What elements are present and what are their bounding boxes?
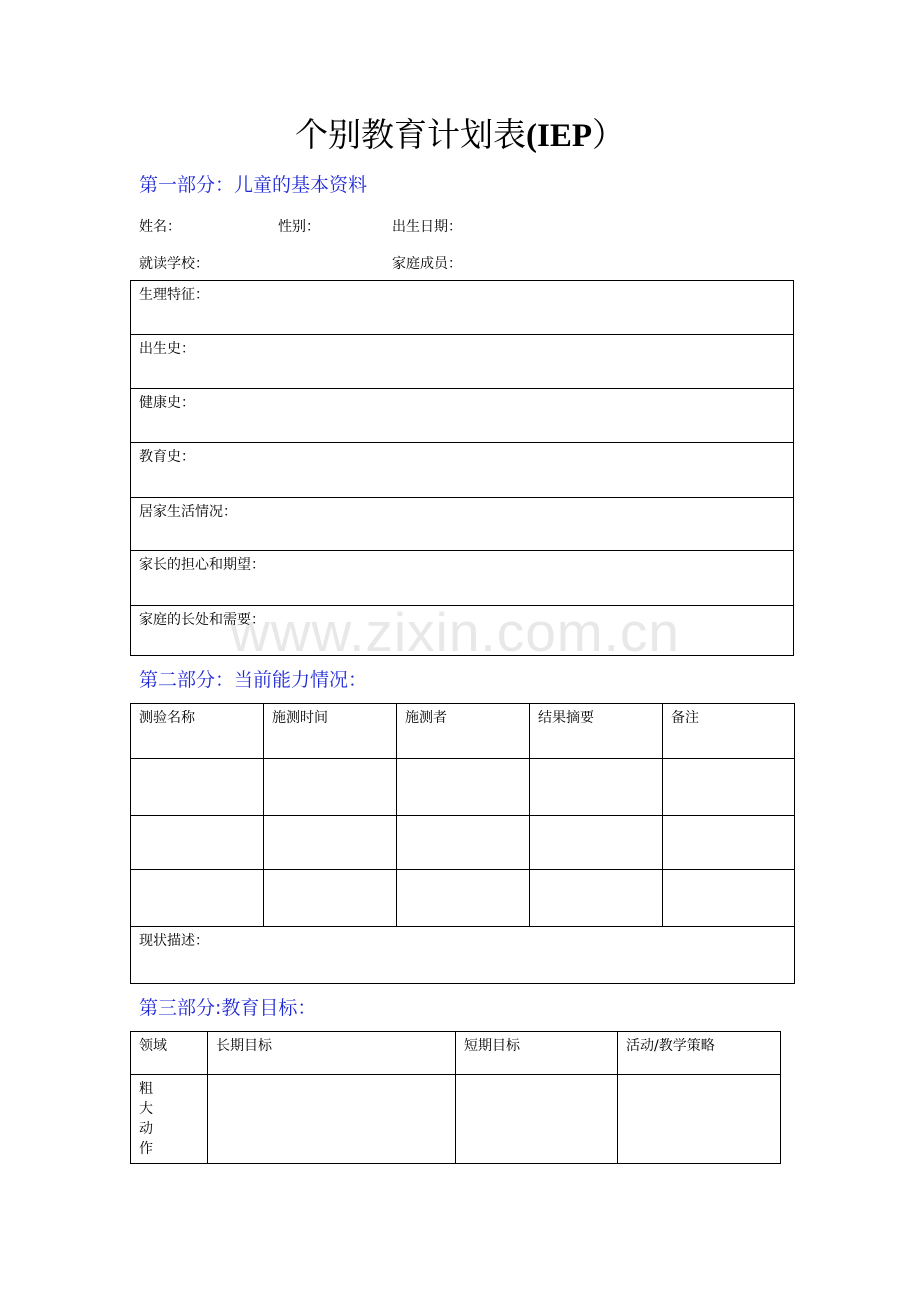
physical-traits-cell[interactable] [131, 281, 794, 335]
teaching-strategy-cell[interactable] [618, 1075, 781, 1164]
school-label: 就读学校： [139, 256, 209, 272]
title-main: 个别教育计划表 [295, 115, 526, 154]
health-history-label: 健康史： [139, 395, 195, 411]
col-domain-label: 领域 [139, 1038, 167, 1054]
table-row [131, 759, 795, 816]
ability-cell[interactable] [264, 759, 397, 816]
table-row [131, 1075, 781, 1164]
table-row [131, 816, 795, 870]
col-result-summary [530, 704, 663, 759]
physical-traits-label: 生理特征： [139, 287, 209, 303]
col-test-name [131, 704, 264, 759]
health-history-cell[interactable] [131, 389, 794, 443]
ability-cell[interactable] [663, 816, 795, 870]
col-test-time-label: 施测时间 [272, 710, 328, 726]
name-label: 姓名： [139, 219, 181, 235]
family-strengths-label: 家庭的长处和需要： [139, 612, 265, 628]
title-latin: (IEP [526, 118, 592, 154]
goals-table [130, 1031, 781, 1164]
ability-cell[interactable] [264, 816, 397, 870]
status-description-label: 现状描述： [139, 933, 209, 949]
ability-cell[interactable] [397, 759, 530, 816]
birth-history-label: 出生史： [139, 341, 195, 357]
col-long-term-goal [208, 1032, 456, 1075]
col-domain [131, 1032, 208, 1075]
ability-cell[interactable] [131, 759, 264, 816]
family-strengths-cell[interactable] [131, 606, 794, 656]
education-history-cell[interactable] [131, 443, 794, 498]
status-description-cell[interactable] [131, 927, 795, 984]
col-teaching-strategy-label: 活动/教学策略 [626, 1038, 715, 1054]
parent-concerns-cell[interactable] [131, 551, 794, 606]
col-remarks-label: 备注 [671, 710, 699, 726]
birth-history-cell[interactable] [131, 335, 794, 389]
basic-info-table [130, 280, 794, 656]
col-tester-label: 施测者 [405, 710, 447, 726]
family-members-label: 家庭成员： [392, 256, 462, 272]
part2-heading: 第二部分：当前能力情况： [139, 669, 368, 691]
col-test-name-label: 测验名称 [139, 710, 195, 726]
education-history-label: 教育史： [139, 449, 195, 465]
part3-heading: 第三部分:教育目标： [139, 997, 317, 1019]
col-result-summary-label: 结果摘要 [538, 710, 594, 726]
ability-table [130, 703, 795, 984]
col-test-time [264, 704, 397, 759]
birth-date-label: 出生日期： [392, 219, 462, 235]
domain-cell [131, 1075, 208, 1164]
gender-label: 性别： [278, 219, 320, 235]
domain-gross-motor-label: 粗 大 动 作 [139, 1081, 161, 1157]
ability-cell[interactable] [663, 870, 795, 927]
ability-cell[interactable] [663, 759, 795, 816]
ability-cell[interactable] [530, 759, 663, 816]
parent-concerns-label: 家长的担心和期望： [139, 557, 265, 573]
ability-cell[interactable] [530, 816, 663, 870]
col-long-term-goal-label: 长期目标 [216, 1038, 272, 1054]
title-close: ） [592, 115, 625, 154]
part1-heading: 第一部分：儿童的基本资料 [139, 174, 368, 196]
ability-cell[interactable] [264, 870, 397, 927]
col-remarks [663, 704, 795, 759]
col-short-term-goal-label: 短期目标 [464, 1038, 520, 1054]
ability-cell[interactable] [131, 816, 264, 870]
ability-cell[interactable] [397, 816, 530, 870]
home-life-label: 居家生活情况： [139, 504, 237, 520]
ability-cell[interactable] [131, 870, 264, 927]
watermark: www.zixin.com.cn [230, 601, 680, 663]
long-term-goal-cell[interactable] [208, 1075, 456, 1164]
home-life-cell[interactable] [131, 498, 794, 551]
col-tester [397, 704, 530, 759]
ability-cell[interactable] [397, 870, 530, 927]
page-title [0, 113, 920, 158]
col-teaching-strategy [618, 1032, 781, 1075]
short-term-goal-cell[interactable] [456, 1075, 618, 1164]
ability-cell[interactable] [530, 870, 663, 927]
table-row [131, 870, 795, 927]
col-short-term-goal [456, 1032, 618, 1075]
